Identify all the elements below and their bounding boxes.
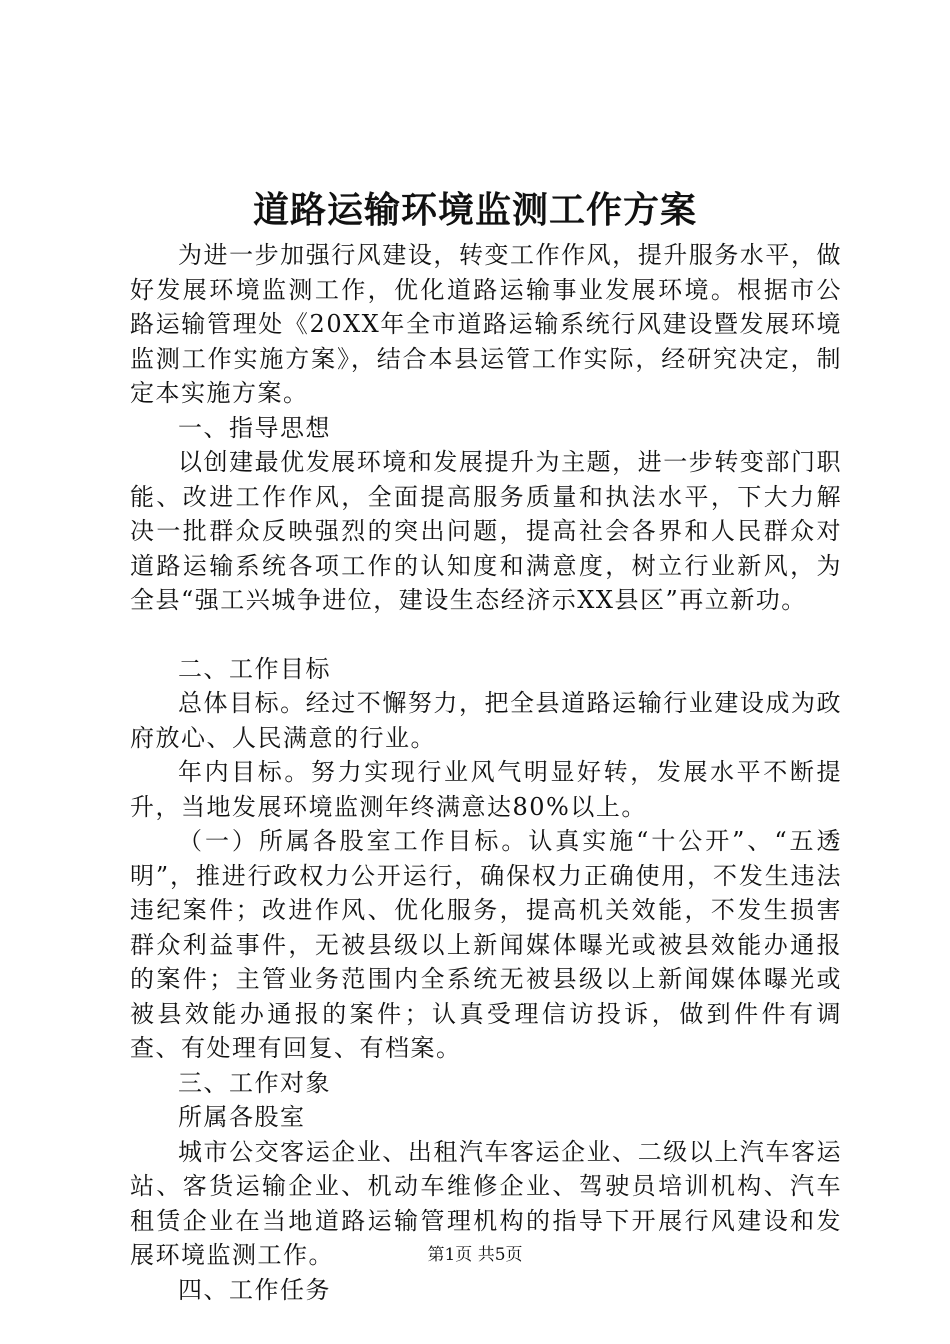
section-heading-work-tasks: 四、工作任务 (178, 1275, 331, 1304)
guiding-ideology-paragraph: 以创建最优发展环境和发展提升为主题，进一步转变部门职能、改进工作作风，全面提高服务质量和执法水平，下大力解决一批群众反映强烈的突出问题，提高社会各界和人民群众对道路运输系统各项工作的认知度和满意度，树立行业新风，为全县“强工兴城争进位，建设生态经济示XX县区”再立新功。 (130, 448, 842, 614)
page-number-footer: 第1页 共5页 (427, 1245, 523, 1265)
section-heading-work-targets: 三、工作对象 (178, 1068, 331, 1097)
document-body (130, 238, 842, 1307)
section-heading-guiding-ideology: 一、指导思想 (178, 413, 331, 442)
overall-goal-paragraph: 总体目标。经过不懈努力，把全县道路运输行业建设成为政府放心、人民满意的行业。 (130, 689, 842, 752)
enterprises-paragraph: 城市公交客运企业、出租汽车客运企业、二级以上汽车客运站、客货运输企业、机动车维修企业、驾驶员培训机构、汽车租赁企业在当地道路运输管理机构的指导下开展行风建设和发展环境监测工作。 (130, 1137, 842, 1269)
department-goal-paragraph: （一）所属各股室工作目标。认真实施“十公开”、“五透明”，推进行政权力公开运行，确保权力正确使用，不发生违法违纪案件；改进作风、优化服务，提高机关效能，不发生损害群众利益事件，无被县级以上新闻媒体曝光或被县效能办通报的案件；主管业务范围内全系统无被县级以上新闻媒体曝光或被县效能办通报的案件；认真受理信访投诉，做到件件有调查、有处理有回复、有档案。 (130, 827, 842, 1062)
departments-line: 所属各股室 (178, 1103, 306, 1131)
annual-goal-paragraph: 年内目标。努力实现行业风气明显好转，发展水平不断提升，当地发展环境监测年终满意达80%以上。 (130, 758, 842, 821)
section-heading-work-goals: 二、工作目标 (178, 654, 331, 683)
intro-paragraph: 为进一步加强行风建设，转变工作作风，提升服务水平，做好发展环境监测工作，优化道路运输事业发展环境。根据市公路运输管理处《20XX年全市道路运输系统行风建设暨发展环境监测工作实施方案》，结合本县运管工作实际，经研究决定，制定本实施方案。 (130, 241, 842, 407)
document-title: 道路运输环境监测工作方案 (252, 189, 697, 231)
